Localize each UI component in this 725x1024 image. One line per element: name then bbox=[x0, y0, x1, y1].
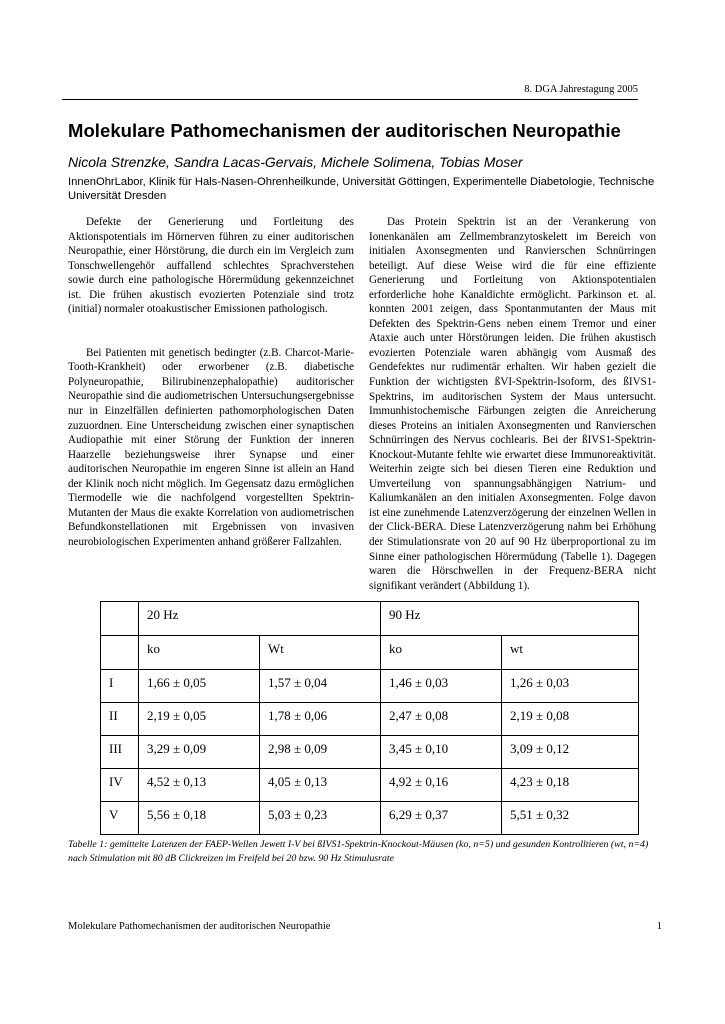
table-header-cell bbox=[101, 602, 139, 636]
table-cell: 3,45 ± 0,10 bbox=[381, 736, 502, 769]
table-cell: 2,19 ± 0,08 bbox=[502, 703, 639, 736]
table-cell: III bbox=[101, 736, 139, 769]
body-paragraph: Das Protein Spektrin ist an der Verankerung von Ionenkanälen am Zellmembranzytoskelett im Bereich von initialen Axonsegmenten und Ranvierschen Schnürringen beteiligt. Auf diese Weise wird die für eine effiziente Generierung und Fortleitung von Aktionspotentialen erforderliche hohe Kanaldichte ermöglicht. Parkinson et. al. konnten 2001 zeigen, dass Spontanmutanten der Maus mit Defekten des Spektrin-Gens neben einem Tremor und einer Ataxie auch unter Hörstörungen leiden. Die frühen akustisch evozierten Potenziale waren abhängig vom Ausmaß des Gendefektes nur rudimentär erhalten. Wir haben gezielt die Funktion der wichtigsten ßVI-Spektrin-Isoform, des ßIVS1-Spektrins, im auditorischen System der Maus untersucht. Immunhistochemische Färbungen zeigten die Anreicherung dieses Proteins an initialen Axonsegmenten und Ranvierschen Schnürringen des Nervus cochlearis. Bei der ßIVS1-Spektrin-Knockout-Mutante fehlte wie erwartet diese Immunoreaktivität. Weiterhin zeigte sich bei diesen Tieren eine Reduktion und Umverteilung von spannungsabhängigen Natrium- und Kaliumkanälen an den initialen Axonsegmenten. Folge davon ist eine zunehmende Latenzverzögerung der einzelnen Wellen in der Click-BERA. Diese Latenzverzögerung nahm bei Erhöhung der Stimulationsrate von 20 auf 90 Hz überproportional zu im Sinne einer pathologischen Hörermüdung (Tabelle 1). Dagegen waren die Hörschwellen in der Frequenz-BERA nicht signifikant verändert (Abbildung 1). bbox=[369, 216, 656, 592]
table-header-cell: 90 Hz bbox=[381, 602, 639, 636]
table-sub-header-row bbox=[101, 636, 639, 670]
table-cell: 3,09 ± 0,12 bbox=[502, 736, 639, 769]
table-cell: 3,29 ± 0,09 bbox=[139, 736, 260, 769]
table-cell: 1,66 ± 0,05 bbox=[139, 670, 260, 703]
table-cell: 4,05 ± 0,13 bbox=[260, 769, 381, 802]
article-title: Molekulare Pathomechanismen der auditorischen Neuropathie bbox=[68, 120, 621, 141]
table-cell: 2,98 ± 0,09 bbox=[260, 736, 381, 769]
table-header-cell: ko bbox=[381, 636, 502, 670]
table-cell: 5,56 ± 0,18 bbox=[139, 802, 260, 835]
table-cell: 5,03 ± 0,23 bbox=[260, 802, 381, 835]
left-column bbox=[68, 215, 354, 549]
latency-table bbox=[100, 601, 639, 835]
table-cell: 2,19 ± 0,05 bbox=[139, 703, 260, 736]
table-cell: I bbox=[101, 670, 139, 703]
table-cell: 1,78 ± 0,06 bbox=[260, 703, 381, 736]
running-head: 8. DGA Jahrestagung 2005 bbox=[524, 84, 638, 95]
body-paragraph: Bei Patienten mit genetisch bedingter (z.B. Charcot-Marie-Tooth-Krankheit) oder erworbener (z.B. diabetische Polyneuropathie, Bilirubinenzephalopathie) auditorischer Neuropathie sind die audiometrischen Untersuchungsergebnisse nur in Einzelfällen definierten pathomorphologischen Daten zuzuordnen. Eine Unterscheidung zwischen einer synaptischen Audiopathie mit einer Störung der Funktion der inneren Haarzelle beziehungsweise ihrer Synapse und einer auditorischen Neuropathie im engeren Sinne ist allein an Hand der Klinik noch nicht möglich. Im Gegensatz dazu ermöglichen Tiermodelle wie die nachfolgend vorgestellten Spektrin-Mutanten der Maus die exakte Korrelation von audiometrischen Befundkonstellationen mit Ergebnissen von invasiven neurobiologischen Experimenten anhand größerer Fallzahlen. bbox=[68, 346, 354, 548]
table-header-cell: 20 Hz bbox=[139, 602, 381, 636]
table-row bbox=[101, 769, 639, 802]
table-caption: Tabelle 1: gemittelte Latenzen der FAEP-Wellen Jewett I-V bei ßIVS1-Spektrin-Knockout-Mäusen (ko, n=5) und gesunden Kontrolltieren (wt, n=4) nach Stimulation mit 80 dB Clickreizen im Freifeld bei 20 bzw. 90 Hz Stimulusrate bbox=[68, 839, 649, 864]
table-cell: 1,46 ± 0,03 bbox=[381, 670, 502, 703]
table-cell: V bbox=[101, 802, 139, 835]
table-row bbox=[101, 736, 639, 769]
table-row bbox=[101, 703, 639, 736]
table-cell: IV bbox=[101, 769, 139, 802]
table-cell: 4,52 ± 0,13 bbox=[139, 769, 260, 802]
table-row bbox=[101, 802, 639, 835]
page-number: 1 bbox=[656, 921, 662, 932]
table-header-cell: ko bbox=[139, 636, 260, 670]
table-cell: 6,29 ± 0,37 bbox=[381, 802, 502, 835]
table-header-cell: wt bbox=[502, 636, 639, 670]
table-cell: 1,26 ± 0,03 bbox=[502, 670, 639, 703]
table-cell: 4,92 ± 0,16 bbox=[381, 769, 502, 802]
article-authors: Nicola Strenzke, Sandra Lacas-Gervais, Michele Solimena, Tobias Moser bbox=[68, 154, 523, 170]
table-cell: 2,47 ± 0,08 bbox=[381, 703, 502, 736]
footer-title: Molekulare Pathomechanismen der auditorischen Neuropathie bbox=[68, 921, 331, 932]
table-group-header-row bbox=[101, 602, 639, 636]
table-header-cell: Wt bbox=[260, 636, 381, 670]
table-row bbox=[101, 670, 639, 703]
right-column bbox=[369, 215, 656, 593]
table-cell: 4,23 ± 0,18 bbox=[502, 769, 639, 802]
table-cell: 1,57 ± 0,04 bbox=[260, 670, 381, 703]
body-paragraph: Defekte der Generierung und Fortleitung des Aktionspotentials im Hörnerven führen zu einer auditorischen Neuropathie, einer Hörstörung, die durch ein im Vergleich zum Tonschwellengehör auffallend schlechtes Sprachverstehen sowie durch eine pathologische Hörermüdung gekennzeichnet ist. Die frühen akustisch evozierten Potenziale sind trotz (initial) normaler otoakustischer Emissionen pathologisch. bbox=[68, 216, 354, 316]
table-cell: II bbox=[101, 703, 139, 736]
article-affiliation: InnenOhrLabor, Klinik für Hals-Nasen-Ohrenheilkunde, Universität Göttingen, Experimentelle Diabetologie, Technische Universität Dresden bbox=[68, 176, 655, 202]
table-header-cell bbox=[101, 636, 139, 670]
header-rule bbox=[62, 99, 638, 100]
table-cell: 5,51 ± 0,32 bbox=[502, 802, 639, 835]
